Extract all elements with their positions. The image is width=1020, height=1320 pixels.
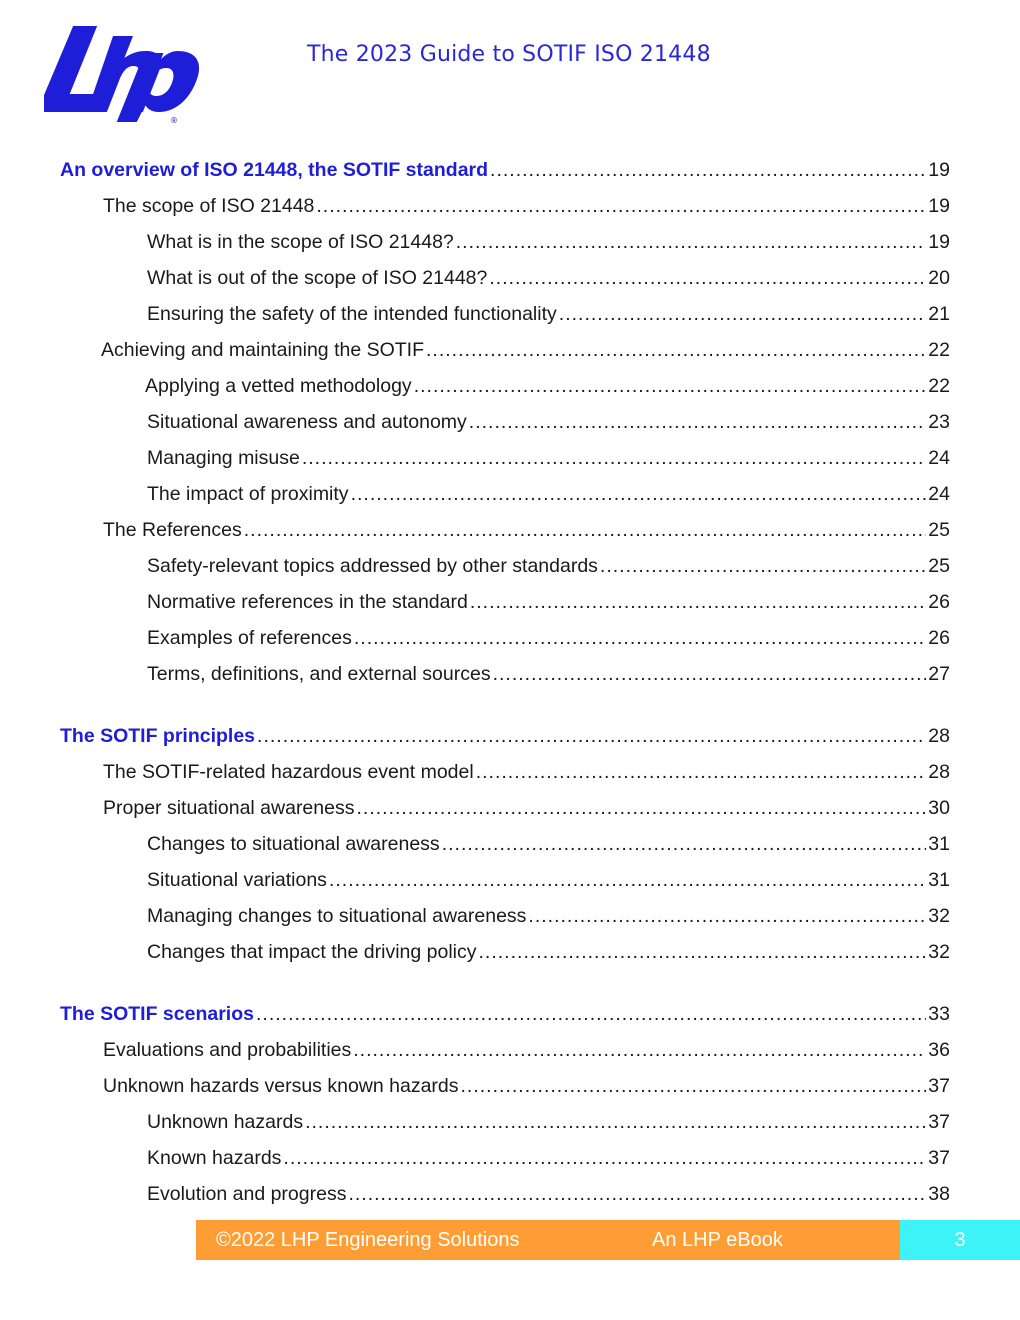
toc-entry-label: Applying a vetted methodology: [145, 375, 412, 397]
toc-entry[interactable]: [60, 790, 950, 826]
toc-entry[interactable]: [60, 584, 950, 620]
toc-page-number: 22: [928, 339, 950, 361]
toc-entry-label: What is out of the scope of ISO 21448?: [147, 267, 488, 289]
toc-page-number: 26: [928, 627, 950, 649]
toc-page-number: 32: [928, 905, 950, 927]
toc-page-number: 22: [928, 375, 950, 397]
toc-page-number: 37: [928, 1111, 950, 1133]
toc-dot-leader: [302, 440, 926, 476]
toc-entry[interactable]: [60, 934, 950, 970]
toc-entry-label: The SOTIF-related hazardous event model: [103, 761, 474, 783]
footer-page-number: 3: [900, 1220, 1020, 1260]
toc-entry-label: The scope of ISO 21448: [103, 195, 315, 217]
toc-entry[interactable]: [60, 620, 950, 656]
toc-entry[interactable]: [60, 1176, 950, 1212]
toc-dot-leader: [426, 332, 926, 368]
toc-dot-leader: [356, 790, 926, 826]
toc-dot-leader: [283, 1140, 926, 1176]
toc-dot-leader: [559, 296, 927, 332]
toc-entry[interactable]: [60, 188, 950, 224]
toc-entry[interactable]: [60, 224, 950, 260]
toc-dot-leader: [414, 368, 927, 404]
toc-dot-leader: [456, 224, 927, 260]
toc-page-number: 28: [928, 725, 950, 747]
toc-page-number: 37: [928, 1075, 950, 1097]
toc-dot-leader: [490, 152, 926, 188]
footer-copyright: ©2022 LHP Engineering Solutions: [216, 1229, 520, 1251]
toc-entry[interactable]: [60, 1032, 950, 1068]
footer-ebook-label: An LHP eBook: [652, 1229, 783, 1251]
lhp-logo: [44, 22, 219, 127]
toc-page-number: 24: [928, 447, 950, 469]
toc-entry[interactable]: [60, 826, 950, 862]
toc-entry[interactable]: [60, 754, 950, 790]
toc-dot-leader: [461, 1068, 927, 1104]
toc-dot-leader: [470, 584, 926, 620]
toc-page-number: 21: [928, 303, 950, 325]
toc-entry[interactable]: [60, 440, 950, 476]
toc-section-entry[interactable]: [60, 152, 950, 188]
toc-page-number: 31: [928, 869, 950, 891]
toc-entry-label: The SOTIF principles: [60, 725, 256, 747]
toc-section-entry[interactable]: [60, 718, 950, 754]
toc-entry-label: Situational variations: [147, 869, 327, 891]
toc-entry-label: Managing misuse: [147, 447, 300, 469]
toc-entry[interactable]: [60, 512, 950, 548]
toc-dot-leader: [329, 862, 926, 898]
toc-entry-label: Ensuring the safety of the intended functionality: [147, 303, 557, 325]
toc-page-number: 19: [928, 195, 950, 217]
toc-dot-leader: [489, 260, 926, 296]
toc-entry-label: Proper situational awareness: [103, 797, 355, 819]
toc-dot-leader: [316, 188, 926, 224]
toc-entry-label: An overview of ISO 21448, the SOTIF standard: [60, 159, 489, 181]
toc-page-number: 25: [928, 555, 950, 577]
toc-entry-label: The References: [103, 519, 242, 541]
toc-entry[interactable]: [60, 548, 950, 584]
toc-page-number: 30: [928, 797, 950, 819]
toc-dot-leader: [244, 512, 927, 548]
toc-entry[interactable]: [60, 476, 950, 512]
toc-page-number: 20: [928, 267, 950, 289]
toc-entry-label: Evaluations and probabilities: [103, 1039, 352, 1061]
toc-page-number: 24: [928, 483, 950, 505]
document-title: The 2023 Guide to SOTIF ISO 21448: [307, 42, 711, 67]
toc-dot-leader: [479, 934, 927, 970]
toc-entry-label: The impact of proximity: [147, 483, 349, 505]
toc-dot-leader: [354, 620, 926, 656]
toc-dot-leader: [493, 656, 927, 692]
toc-entry[interactable]: [60, 898, 950, 934]
footer-bar: [196, 1220, 900, 1260]
toc-page-number: 25: [928, 519, 950, 541]
toc-entry-label: Safety-relevant topics addressed by other standards: [147, 555, 598, 577]
toc-entry[interactable]: [60, 1068, 950, 1104]
toc-entry[interactable]: [60, 260, 950, 296]
toc-entry[interactable]: [60, 656, 950, 692]
toc-entry-label: Evolution and progress: [147, 1183, 347, 1205]
toc-dot-leader: [348, 1176, 926, 1212]
toc-page-number: 19: [928, 159, 950, 181]
toc-entry-label: Changes to situational awareness: [147, 833, 440, 855]
toc-entry-label: Managing changes to situational awareness: [147, 905, 527, 927]
toc-page-number: 38: [928, 1183, 950, 1205]
toc-entry-label: Unknown hazards: [147, 1111, 304, 1133]
toc-entry[interactable]: [60, 862, 950, 898]
toc-dot-leader: [442, 826, 927, 862]
page-footer: [196, 1220, 1020, 1260]
toc-entry-label: Normative references in the standard: [147, 591, 468, 613]
toc-page-number: 32: [928, 941, 950, 963]
toc-entry-label: Unknown hazards versus known hazards: [103, 1075, 459, 1097]
toc-entry[interactable]: [60, 1140, 950, 1176]
toc-entry[interactable]: [60, 1104, 950, 1140]
toc-entry[interactable]: [60, 404, 950, 440]
toc-page-number: 23: [928, 411, 950, 433]
toc-entry-label: What is in the scope of ISO 21448?: [147, 231, 454, 253]
svg-text:®: ®: [170, 116, 178, 125]
toc-section-entry[interactable]: [60, 996, 950, 1032]
toc-page-number: 31: [928, 833, 950, 855]
toc-dot-leader: [600, 548, 926, 584]
toc-entry-label: Achieving and maintaining the SOTIF: [101, 339, 425, 361]
toc-entry-label: Changes that impact the driving policy: [147, 941, 477, 963]
toc-entry[interactable]: [60, 296, 950, 332]
toc-dot-leader: [351, 476, 927, 512]
toc-dot-leader: [257, 718, 926, 754]
toc-entry[interactable]: [60, 368, 950, 404]
toc-page-number: 28: [928, 761, 950, 783]
toc-dot-leader: [469, 404, 927, 440]
toc-entry[interactable]: [60, 332, 950, 368]
toc-page-number: 27: [928, 663, 950, 685]
toc-dot-leader: [256, 996, 926, 1032]
toc-dot-leader: [353, 1032, 926, 1068]
toc-page-number: 26: [928, 591, 950, 613]
toc-dot-leader: [305, 1104, 926, 1140]
toc-entry-label: Terms, definitions, and external sources: [147, 663, 491, 685]
toc-page-number: 33: [928, 1003, 950, 1025]
toc-entry-label: The SOTIF scenarios: [60, 1003, 254, 1025]
toc-dot-leader: [476, 754, 927, 790]
toc-page-number: 19: [928, 231, 950, 253]
toc-dot-leader: [528, 898, 926, 934]
toc-page-number: 36: [928, 1039, 950, 1061]
toc-page-number: 37: [928, 1147, 950, 1169]
toc-entry-label: Situational awareness and autonomy: [147, 411, 467, 433]
toc-entry-label: Examples of references: [147, 627, 352, 649]
toc-entry-label: Known hazards: [147, 1147, 282, 1169]
